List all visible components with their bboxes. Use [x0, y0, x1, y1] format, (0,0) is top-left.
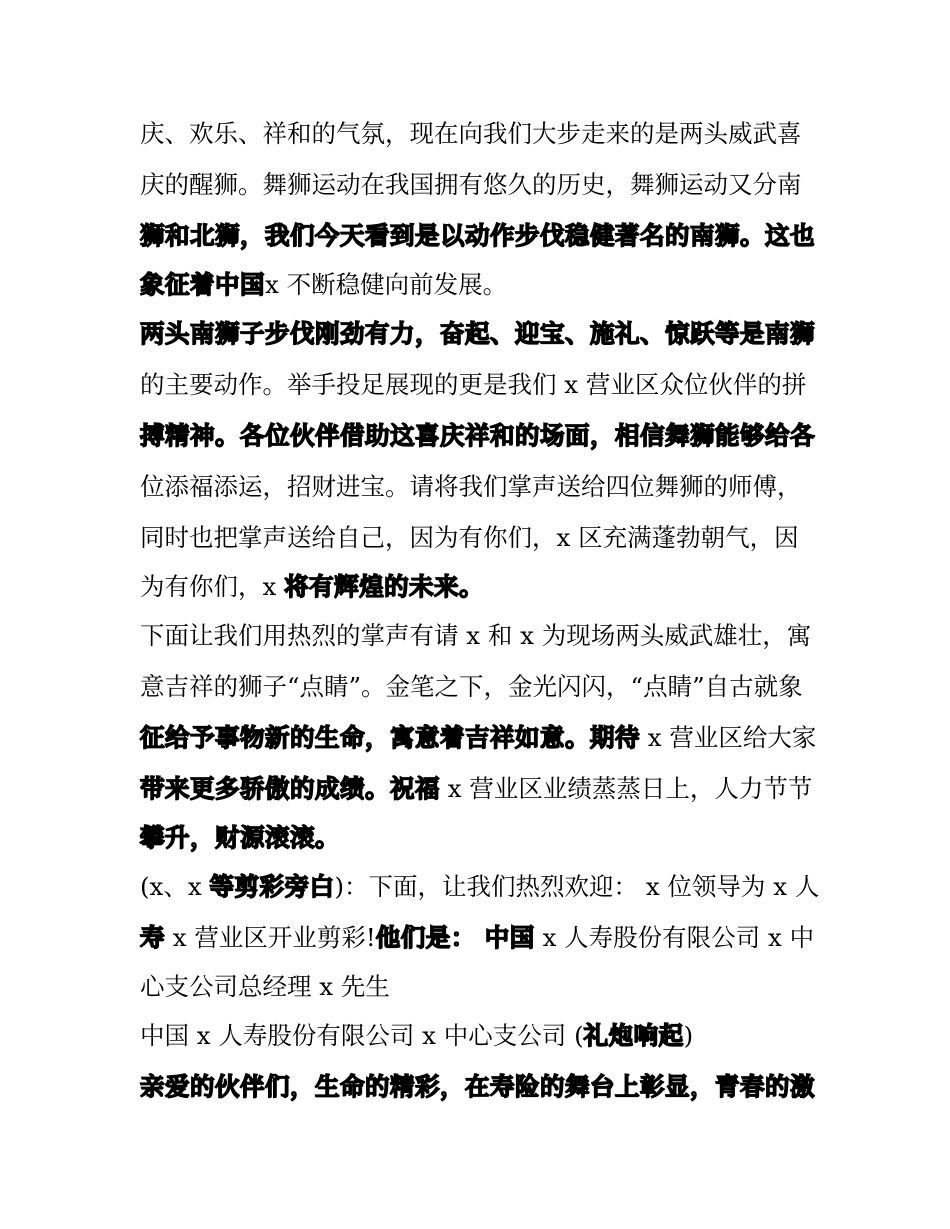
text-line	[140, 912, 820, 963]
text-run-outlined: 他们是： 中国	[375, 923, 535, 952]
text-run: 意吉祥的狮子“点睛”。金笔之下，金光闪闪，“点睛”自古就象	[140, 672, 803, 701]
text-line	[140, 661, 820, 712]
text-line	[140, 108, 820, 159]
text-run: x 营业区业绩蒸蒸日上，人力节节	[440, 774, 813, 803]
text-run: x 不断稳健向前发展。	[265, 270, 508, 299]
text-run: x 营业区给大家	[640, 723, 817, 752]
text-line	[140, 308, 820, 359]
text-run-outlined: 寿	[140, 923, 165, 952]
text-run: 庆的醒狮。舞狮运动在我国拥有悠久的历史，舞狮运动又分南	[140, 170, 802, 199]
text-run-outlined: 象征着中国	[140, 270, 265, 299]
text-run: x 营业区开业剪彩!	[165, 923, 376, 952]
text-line	[140, 461, 820, 512]
text-run: 为有你们，x	[140, 572, 285, 601]
text-line	[140, 210, 820, 261]
text-run-outlined: 将有辉煌的未来。	[284, 572, 485, 601]
text-line	[140, 1010, 820, 1061]
text-run: 心支公司总经理 x 先生	[140, 972, 390, 1001]
text-line	[140, 610, 820, 661]
text-run: 下面让我们用热烈的掌声有请 x 和 x 为现场两头威武雄壮，寓	[140, 621, 812, 650]
text-run: (x、x	[140, 872, 210, 901]
text-run-outlined: 等剪彩旁白	[209, 872, 335, 901]
text-line	[140, 814, 820, 861]
text-line	[140, 159, 820, 210]
text-line	[140, 712, 820, 763]
text-line	[140, 410, 820, 461]
text-line	[140, 1061, 820, 1112]
text-run-outlined: 征给予事物新的生命，寓意着吉祥如意。期待	[140, 723, 640, 752]
text-run-outlined: 狮和北狮，我们今天看到是以动作步伐稳健著名的南狮。这也	[140, 221, 815, 250]
text-run: )：下面，让我们热烈欢迎： x 位领导为 x 人	[334, 872, 820, 901]
text-run: 位添福添运，招财进宝。请将我们掌声送给四位舞狮的师傅，	[140, 472, 802, 501]
text-run: 的主要动作。举手投足展现的更是我们 x 营业区众位伙伴的拼	[140, 370, 807, 399]
document-body	[140, 108, 820, 1112]
text-run-outlined: 搏精神。各位伙伴借助这喜庆祥和的场面，相信舞狮能够给各	[140, 421, 815, 450]
text-run: 庆、欢乐、祥和的气氛，现在向我们大步走来的是两头威武喜	[140, 119, 802, 148]
text-run-outlined: 礼炮响起	[583, 1021, 684, 1050]
text-line	[140, 359, 820, 410]
text-run-outlined: 亲爱的伙伴们，生命的精彩，在寿险的舞台上彰显，青春的激	[140, 1072, 815, 1101]
text-line	[140, 963, 820, 1010]
text-run-outlined: 攀升，财源滚滚。	[140, 823, 340, 852]
text-run-outlined: 两头南狮子步伐刚劲有力，奋起、迎宝、施礼、惊跃等是南狮	[140, 319, 815, 348]
text-line	[140, 763, 820, 814]
text-line	[140, 512, 820, 563]
text-line	[140, 563, 820, 610]
text-run: )	[683, 1021, 694, 1050]
text-run: 中国 x 人寿股份有限公司 x 中心支公司 (	[140, 1021, 584, 1050]
text-run-outlined: 带来更多骄傲的成绩。祝福	[140, 774, 440, 803]
text-run: 同时也把掌声送给自己，因为有你们，x 区充满蓬勃朝气，因	[140, 523, 799, 552]
text-run: x 人寿股份有限公司 x 中	[534, 923, 815, 952]
text-line	[140, 261, 820, 308]
text-line	[140, 861, 820, 912]
